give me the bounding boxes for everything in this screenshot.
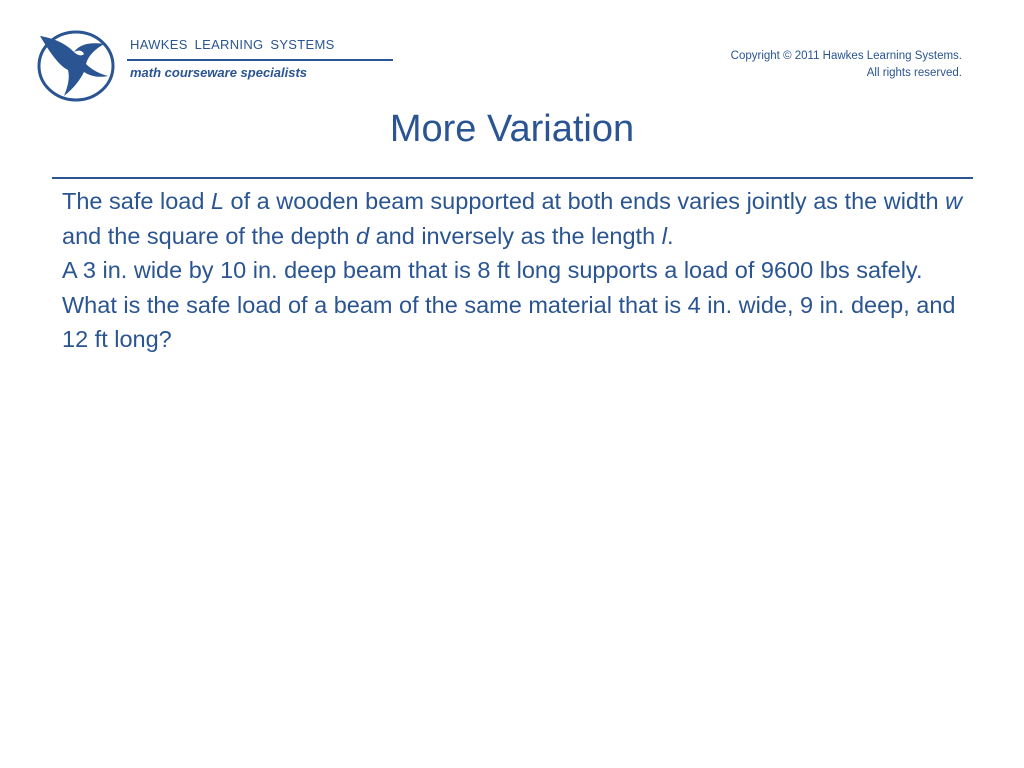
- title-divider: [52, 177, 973, 179]
- text-segment: of a wooden beam supported at both ends varies jointly as the width: [224, 188, 946, 214]
- variable-w: w: [945, 188, 963, 214]
- slide-title: More Variation: [389, 108, 635, 150]
- variable-d: d: [355, 222, 370, 249]
- slide-body: [62, 184, 967, 357]
- brand-divider: [127, 59, 393, 61]
- problem-statement: [62, 184, 967, 253]
- copyright-line-1: Copyright © 2011 Hawkes Learning Systems.: [730, 50, 962, 62]
- hawk-logo-icon: [34, 26, 118, 104]
- text-segment: and inversely as the length: [369, 222, 662, 249]
- variable-l: l: [661, 222, 667, 249]
- brand-name: HAWKES LEARNING SYSTEMS: [130, 37, 335, 52]
- text-segment: .: [666, 222, 674, 249]
- problem-question: A 3 in. wide by 10 in. deep beam that is 8 ft long supports a load of 9600 lbs safely. What is the safe load of a beam of the same material that is 4 in. wide, 9 in. deep, and 12 ft long?: [62, 257, 956, 352]
- brand-tagline: math courseware specialists: [130, 65, 308, 80]
- copyright-line-2: All rights reserved.: [866, 67, 962, 79]
- copyright-notice: [731, 48, 962, 82]
- text-segment: The safe load: [62, 188, 211, 214]
- variable-L: L: [210, 188, 225, 214]
- text-segment: and the square of the depth: [62, 222, 356, 249]
